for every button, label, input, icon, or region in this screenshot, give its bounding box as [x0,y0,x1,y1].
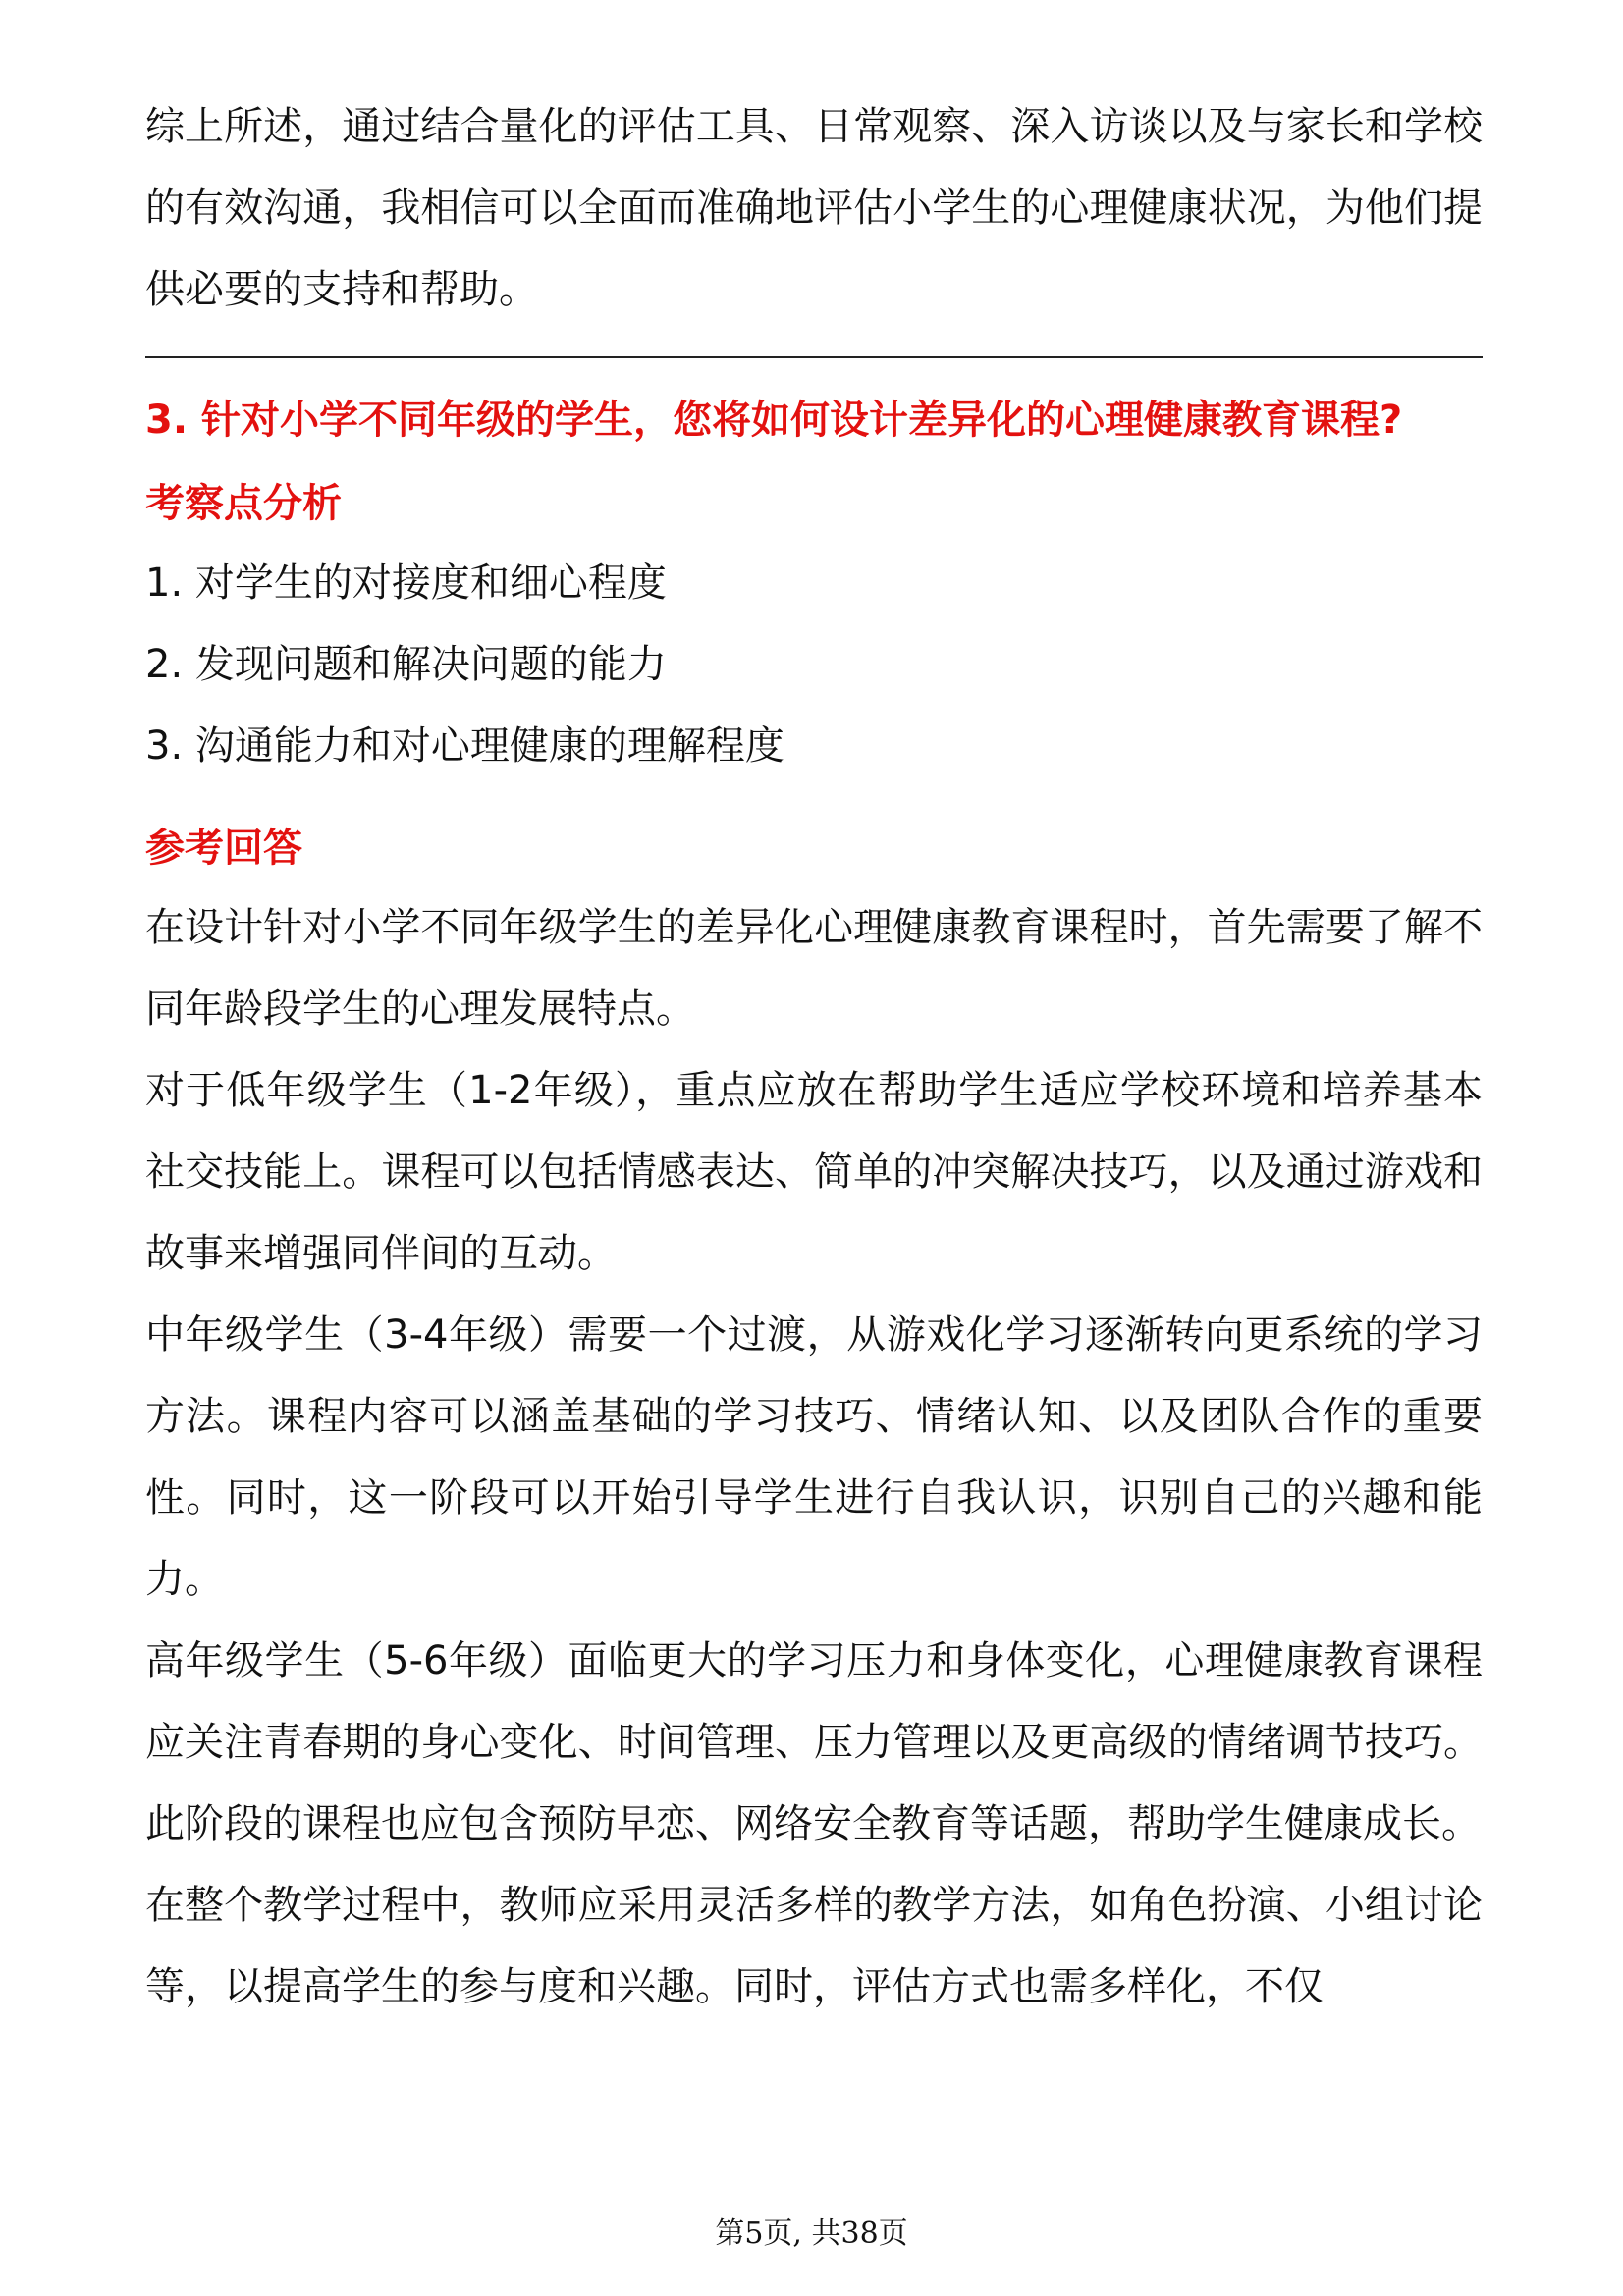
analysis-list [145,543,1483,787]
page-number-footer: 第5页, 共38页 [715,2216,908,2251]
analysis-item: 2. 发现问题和解决问题的能力 [145,642,667,687]
document-page [145,86,1483,2028]
intro-paragraph: 综上所述，通过结合量化的评估工具、日常观察、深入访谈以及与家长和学校的有效沟通，我相信可以全面而准确地评估小学生的心理健康状况，为他们提供必要的支持和帮助。 [145,104,1483,312]
answer-paragraph: 在整个教学过程中，教师应采用灵活多样的教学方法，如角色扮演、小组讨论等，以提高学生的参与度和兴趣。同时，评估方式也需多样化，不仅 [145,1883,1483,2009]
question-title: 3. 针对小学不同年级的学生，您将如何设计差异化的心理健康教育课程? [145,398,1403,443]
answer-paragraph: 对于低年级学生（1-2年级），重点应放在帮助学生适应学校环境和培养基本社交技能上。课程可以包括情感表达、简单的冲突解决技巧，以及通过游戏和故事来增强同伴间的互动。 [145,1068,1483,1276]
answer-heading: 参考回答 [145,826,302,871]
answer-paragraph: 在设计针对小学不同年级学生的差异化心理健康教育课程时，首先需要了解不同年龄段学生的心理发展特点。 [145,905,1483,1032]
analysis-item: 3. 沟通能力和对心理健康的理解程度 [145,723,784,769]
section-divider [145,356,1483,358]
answer-paragraph: 中年级学生（3-4年级）需要一个过渡，从游戏化学习逐渐转向更系统的学习方法。课程内容可以涵盖基础的学习技巧、情绪认知、以及团队合作的重要性。同时，这一阶段可以开始引导学生进行自我认识，识别自己的兴趣和能力。 [145,1312,1483,1602]
analysis-item: 1. 对学生的对接度和细心程度 [145,561,667,606]
analysis-heading: 考察点分析 [145,481,342,526]
answer-paragraph: 高年级学生（5-6年级）面临更大的学习压力和身体变化，心理健康教育课程应关注青春期的身心变化、时间管理、压力管理以及更高级的情绪调节技巧。此阶段的课程也应包含预防早恋、网络安全教育等话题，帮助学生健康成长。 [145,1638,1483,1846]
